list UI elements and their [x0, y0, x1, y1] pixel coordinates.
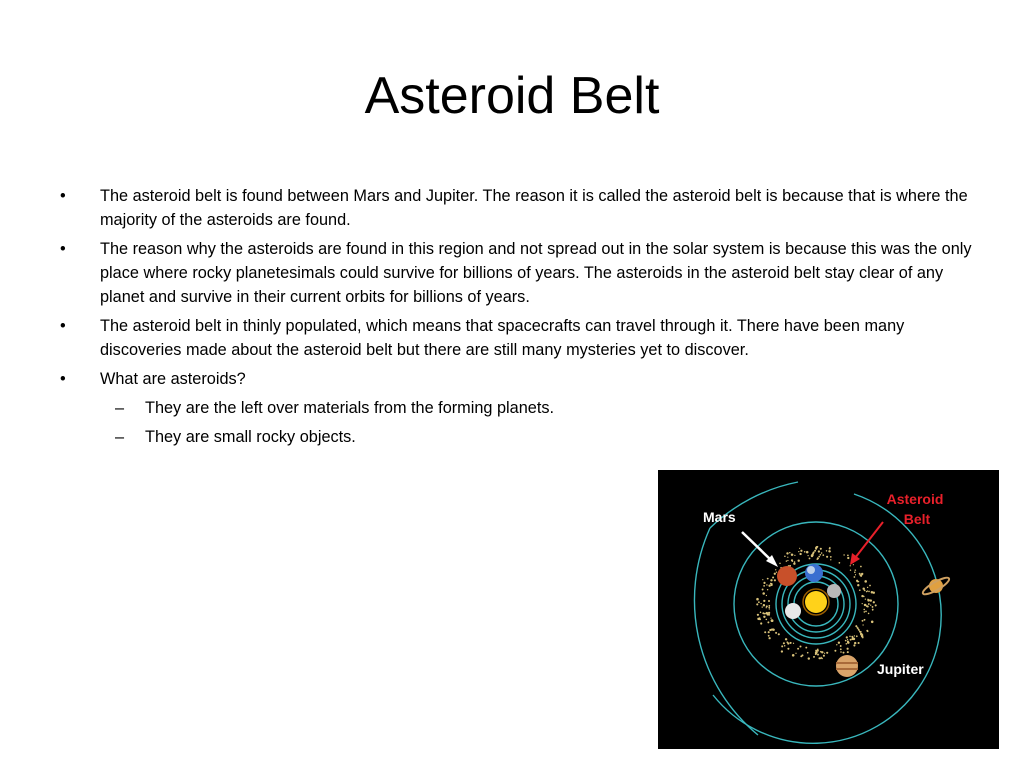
asteroid-dot [861, 573, 863, 575]
asteroid-dot [767, 578, 769, 580]
jupiter-label: Jupiter [877, 661, 924, 677]
sub-bullet-marker: – [115, 428, 125, 446]
asteroid-dot [769, 608, 770, 609]
asteroid-dot [786, 560, 787, 561]
asteroid-dot [762, 589, 764, 591]
asteroid-dot [860, 632, 861, 633]
asteroid-dot [804, 551, 806, 553]
asteroid-dot [813, 551, 815, 553]
earth-icon [805, 564, 823, 582]
asteroid-dot [834, 650, 836, 652]
asteroid-dot [768, 635, 770, 637]
asteroid-dot [853, 564, 854, 565]
asteroid-dot [843, 652, 845, 654]
bullet-marker: • [60, 370, 66, 388]
sun-icon [805, 591, 827, 613]
asteroid-dot [775, 569, 776, 570]
asteroid-dot [799, 645, 801, 647]
asteroid-dot [815, 650, 817, 652]
asteroid-dot [774, 573, 776, 575]
asteroid-belt-label-line2: Belt [903, 511, 931, 527]
asteroid-dot [846, 643, 848, 645]
asteroid-dot [817, 557, 819, 559]
asteroid-dot [818, 657, 820, 659]
asteroid-dot [864, 580, 867, 583]
asteroid-dot [840, 645, 842, 647]
mars-icon [777, 566, 797, 586]
asteroid-dot [768, 606, 770, 608]
asteroid-dot [776, 572, 777, 573]
asteroid-dot [850, 565, 851, 566]
asteroid-dot [829, 547, 830, 548]
venus-icon [785, 603, 801, 619]
asteroid-dot [845, 640, 847, 642]
asteroid-dot [766, 612, 769, 615]
asteroid-dot [863, 609, 865, 611]
asteroid-dot [766, 607, 767, 608]
asteroid-dot [826, 550, 827, 551]
asteroid-dot [867, 606, 869, 608]
asteroid-dot [846, 636, 848, 638]
asteroid-dot [852, 637, 854, 639]
asteroid-dot [820, 548, 822, 550]
asteroid-dot [854, 571, 856, 573]
asteroid-dot [805, 647, 807, 649]
bullet-item [55, 237, 975, 309]
asteroid-dot [808, 657, 810, 659]
asteroid-dot [759, 617, 760, 618]
asteroid-dot [760, 603, 761, 604]
asteroid-dot [872, 606, 874, 608]
asteroid-dot [769, 605, 771, 607]
asteroid-dot [861, 595, 863, 597]
sub-bullet-text: They are the left over materials from the forming planets. [145, 399, 555, 417]
bullet-marker: • [60, 240, 66, 258]
asteroid-dot [790, 642, 792, 644]
bullet-text: The asteroid belt is found between Mars and Jupiter. The reason it is called the asteroid belt is because that is where the majority of the asteroids are found. [100, 187, 968, 229]
asteroid-dot [813, 656, 814, 657]
asteroid-dot [763, 604, 765, 606]
asteroid-dot [855, 574, 856, 575]
asteroid-dot [850, 639, 852, 641]
asteroid-dot [784, 556, 786, 558]
asteroid-dot [770, 584, 772, 586]
asteroid-dot [799, 553, 801, 555]
asteroid-dot [818, 556, 820, 558]
asteroid-dot [799, 548, 800, 549]
asteroid-dot [862, 587, 864, 589]
asteroid-dot [847, 557, 849, 559]
asteroid-dot [793, 643, 794, 644]
asteroid-dot [809, 557, 811, 559]
asteroid-dot [760, 622, 762, 624]
asteroid-dot [758, 601, 760, 603]
asteroid-dot [872, 609, 873, 610]
asteroid-dot [855, 569, 857, 571]
asteroid-dot [867, 631, 869, 633]
asteroid-dot [864, 604, 867, 607]
asteroid-dot [865, 598, 866, 599]
asteroid-dot [762, 606, 763, 607]
asteroid-dot [818, 650, 819, 651]
asteroid-dot [800, 550, 802, 552]
asteroid-dot [789, 552, 790, 553]
asteroid-dot [840, 651, 842, 653]
asteroid-dot [756, 603, 758, 605]
asteroid-dot [847, 555, 849, 557]
asteroid-dot [853, 644, 855, 646]
asteroid-dot [864, 611, 866, 613]
mars-label: Mars [703, 509, 736, 525]
asteroid-dot [822, 651, 824, 653]
bullet-marker: • [60, 187, 66, 205]
asteroid-dot [864, 619, 866, 621]
asteroid-dot [756, 598, 759, 601]
asteroid-dot [764, 631, 766, 633]
asteroid-dot [856, 635, 858, 637]
sub-bullet-item [55, 396, 975, 420]
asteroid-dot [836, 644, 837, 645]
asteroid-dot [768, 631, 770, 633]
asteroid-belt-label-line1: Asteroid [886, 491, 944, 507]
bullet-text: The asteroid belt in thinly populated, which means that spacecrafts can travel through it. There have been many discoveries made about the asteroid belt but there are still many mysteries yet to discover. [100, 317, 905, 359]
asteroid-dot [824, 653, 825, 654]
asteroid-dot [862, 603, 863, 604]
asteroid-dot [767, 621, 769, 623]
bullet-item [55, 314, 975, 362]
bullet-text: The reason why the asteroids are found in this region and not spread out in the solar system is because this was the only place where rocky planetesimals could survive for billions of years. The asteroids in the asteroid belt stay clear of any planet and survive in their current orbits for billions of years. [100, 240, 972, 306]
asteroid-dot [867, 599, 870, 602]
asteroid-dot [774, 579, 776, 581]
asteroid-dot [865, 611, 867, 613]
asteroid-dot [772, 576, 774, 578]
asteroid-dot [868, 591, 870, 593]
asteroid-dot [781, 650, 783, 652]
asteroid-dot [760, 612, 762, 614]
asteroid-dot [828, 550, 830, 552]
asteroid-dot [819, 554, 821, 556]
asteroid-dot [766, 595, 767, 596]
asteroid-dot [793, 562, 795, 564]
asteroid-dot [771, 619, 774, 622]
asteroid-dot [817, 654, 819, 656]
asteroid-dot [873, 601, 875, 603]
asteroid-dot [875, 604, 877, 606]
asteroid-dot [770, 617, 771, 618]
asteroid-dot [766, 619, 768, 621]
bullet-marker: • [60, 317, 66, 335]
asteroid-dot [783, 642, 785, 644]
asteroid-dot [767, 589, 768, 590]
asteroid-dot [807, 555, 808, 556]
asteroid-dot [795, 653, 796, 654]
asteroid-dot [860, 575, 862, 577]
asteroid-dot [763, 600, 765, 602]
asteroid-dot [862, 624, 863, 625]
asteroid-dot [868, 613, 870, 615]
asteroid-dot [850, 570, 851, 571]
asteroid-dot [859, 589, 861, 591]
asteroid-dot [806, 551, 809, 554]
asteroid-dot [766, 584, 767, 585]
asteroid-dot [797, 648, 799, 650]
asteroid-dot [858, 630, 859, 631]
asteroid-dot [814, 550, 816, 552]
earth-clouds [807, 566, 815, 574]
asteroid-dot [862, 637, 864, 639]
asteroid-dot [807, 652, 809, 654]
asteroid-dot [794, 555, 795, 556]
bullet-item [55, 184, 975, 232]
asteroid-dot [847, 648, 849, 650]
asteroid-dot [826, 556, 828, 558]
asteroid-dot [854, 642, 856, 644]
asteroid-dot [854, 635, 855, 636]
jupiter-icon [836, 655, 858, 677]
bullet-text: What are asteroids? [100, 370, 246, 388]
asteroid-dot [856, 580, 858, 582]
asteroid-dot [830, 559, 831, 560]
asteroid-dot [787, 648, 789, 650]
asteroid-dot [818, 550, 820, 552]
asteroid-dot [791, 554, 793, 556]
asteroid-dot [838, 642, 840, 644]
asteroid-dot [854, 576, 856, 578]
asteroid-dot [869, 585, 871, 587]
asteroid-dot [816, 546, 818, 548]
asteroid-dot [786, 552, 788, 554]
solar-system-svg [658, 470, 999, 749]
asteroid-dot [866, 591, 867, 592]
slide-title: Asteroid Belt [364, 67, 660, 125]
asteroid-dot [763, 585, 765, 587]
asteroid-dot [778, 633, 780, 635]
asteroid-dot [763, 582, 765, 584]
asteroid-dot [771, 628, 773, 630]
asteroid-dot [858, 642, 860, 644]
asteroid-dot [839, 562, 841, 564]
asteroid-dot [843, 554, 844, 555]
asteroid-dot [847, 640, 849, 642]
asteroid-dot [862, 620, 864, 622]
asteroid-dot [867, 587, 868, 588]
asteroid-dot [763, 616, 765, 618]
asteroid-dot [859, 573, 861, 575]
asteroid-dot [847, 639, 848, 640]
asteroid-dot [873, 592, 875, 594]
bullet-item [55, 367, 975, 391]
asteroid-dot [770, 579, 772, 581]
solar-system-diagram [658, 470, 999, 749]
asteroid-dot [840, 648, 842, 650]
asteroid-dot [762, 612, 764, 614]
asteroid-dot [830, 556, 832, 558]
asteroid-dot [860, 566, 862, 568]
asteroid-dot [775, 632, 777, 634]
asteroid-dot [847, 651, 849, 653]
asteroid-dot [870, 600, 871, 601]
asteroid-dot [820, 651, 822, 653]
asteroid-dot [823, 655, 825, 657]
sub-bullet-item [55, 425, 975, 449]
asteroid-dot [849, 636, 850, 637]
asteroid-dot [762, 592, 765, 595]
asteroid-dot [768, 600, 770, 602]
asteroid-dot [857, 584, 859, 586]
asteroid-dot [787, 557, 788, 558]
asteroid-dot [762, 579, 763, 580]
mercury-icon [827, 584, 841, 598]
asteroid-dot [802, 654, 804, 656]
asteroid-dot [785, 638, 787, 640]
asteroid-dot [822, 554, 824, 556]
asteroid-dot [768, 637, 770, 639]
asteroid-dot [779, 563, 780, 564]
asteroid-dot [757, 614, 759, 616]
sub-bullet-text: They are small rocky objects. [145, 428, 356, 446]
asteroid-dot [792, 654, 795, 657]
asteroid-dot [791, 559, 793, 561]
asteroid-dot [784, 645, 786, 647]
asteroid-dot [870, 605, 871, 606]
asteroid-dot [821, 552, 823, 554]
asteroid-dot [781, 645, 783, 647]
asteroid-dot [826, 652, 828, 654]
asteroid-dot [863, 596, 864, 597]
slide-body [55, 184, 975, 454]
asteroid-dot [868, 603, 870, 605]
asteroid-dot [815, 652, 818, 655]
asteroid-dot [787, 560, 788, 561]
asteroid-dot [798, 551, 799, 552]
asteroid-dot [786, 641, 788, 643]
asteroid-dot [871, 621, 874, 624]
sub-bullet-marker: – [115, 399, 125, 417]
asteroid-dot [798, 560, 800, 562]
asteroid-dot [821, 658, 823, 660]
